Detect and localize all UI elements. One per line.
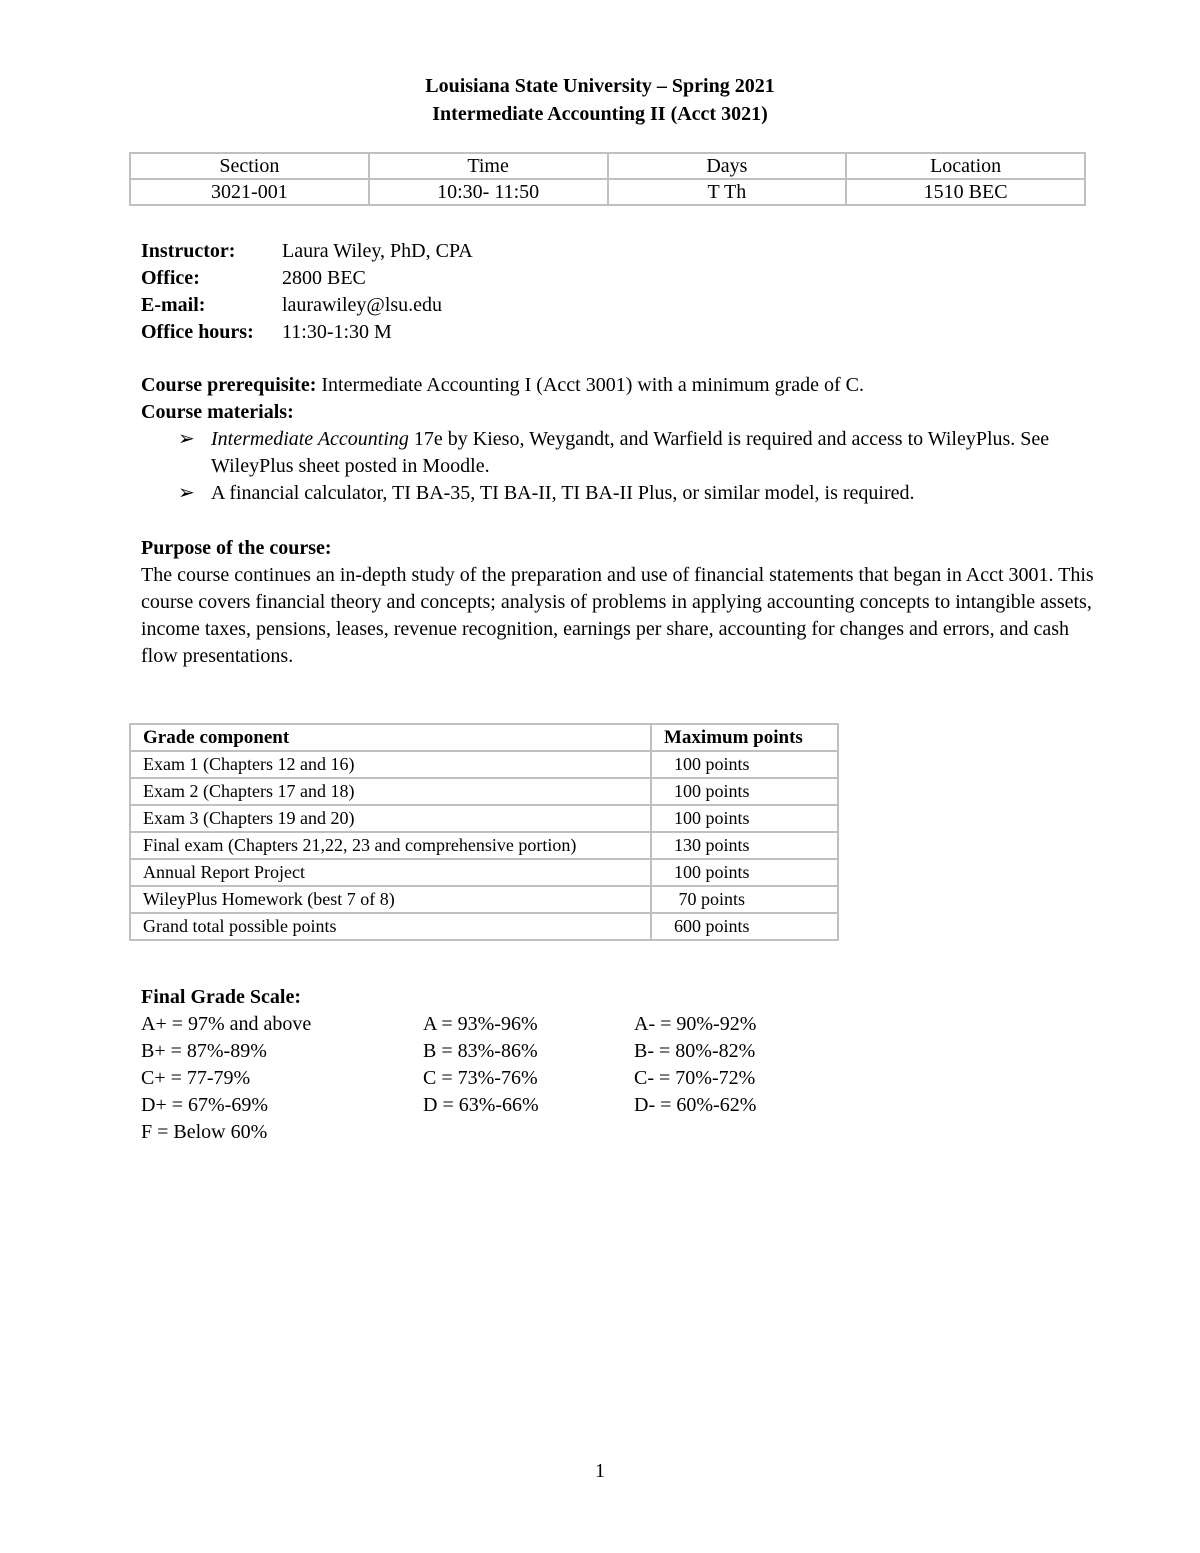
grade-points: 100 points (651, 805, 838, 832)
schedule-header-location: Location (846, 153, 1085, 179)
schedule-value-row (130, 179, 1085, 205)
grade-points: 70 points (651, 886, 838, 913)
schedule-header-section: Section (130, 153, 369, 179)
grade-row (130, 805, 838, 832)
textbook-text: 17e by Kieso, Weygandt, and Warfield is required and access to WileyPlus. See WileyPlus sheet posted in Moodle. (211, 428, 1050, 477)
office-hours-row (141, 319, 473, 346)
grade-component: Final exam (Chapters 21,22, 23 and comprehensive portion) (130, 832, 651, 859)
office-hours-value: 11:30-1:30 M (282, 321, 392, 343)
grade-row (130, 778, 838, 805)
textbook-title: Intermediate Accounting (211, 428, 409, 450)
instructor-info (141, 238, 473, 346)
grade-table (129, 723, 839, 941)
instructor-value: Laura Wiley, PhD, CPA (282, 240, 473, 262)
scale-d-plus: D+ = 67%-69% (141, 1094, 268, 1116)
schedule-header-days: Days (608, 153, 847, 179)
grade-row (130, 832, 838, 859)
grade-scale-label: Final Grade Scale: (141, 986, 301, 1008)
grade-points: 100 points (651, 778, 838, 805)
grade-header-row (130, 724, 838, 751)
purpose-label: Purpose of the course: (141, 537, 332, 559)
email-value: laurawiley@lsu.edu (282, 294, 443, 316)
scale-a-minus: A- = 90%-92% (634, 1013, 757, 1035)
purpose-section (141, 535, 1101, 670)
course-title: Intermediate Accounting II (Acct 3021) (432, 103, 768, 125)
grade-points: 100 points (651, 859, 838, 886)
grade-component: Exam 2 (Chapters 17 and 18) (130, 778, 651, 805)
calculator-text: A financial calculator, TI BA-35, TI BA-II, TI BA-II Plus, or similar model, is required. (211, 482, 915, 504)
materials-item-calculator (141, 480, 1101, 507)
grade-row (130, 886, 838, 913)
course-requirements (141, 372, 1101, 507)
scale-d-minus: D- = 60%-62% (634, 1094, 757, 1116)
grade-component-header: Grade component (130, 724, 651, 751)
scale-d: D = 63%-66% (423, 1094, 539, 1116)
grade-scale-grid (141, 1011, 834, 1146)
grade-points: 130 points (651, 832, 838, 859)
grade-component: WileyPlus Homework (best 7 of 8) (130, 886, 651, 913)
purpose-text: The course continues an in-depth study of the preparation and use of financial statements that began in Acct 3001. This course covers financial theory and concepts; analysis of problems in applying accounting concepts to intangible assets, income taxes, pensions, leases, revenue recognition, earnings per share, accounting for changes and errors, and cash flow presentations. (141, 564, 1094, 667)
email-row (141, 292, 473, 319)
materials-list (141, 426, 1101, 507)
page-number: 1 (595, 1460, 605, 1482)
office-hours-label: Office hours: (141, 321, 254, 343)
grade-row (130, 859, 838, 886)
university-title: Louisiana State University – Spring 2021 (425, 75, 775, 97)
grade-component: Grand total possible points (130, 913, 651, 940)
schedule-table (129, 152, 1086, 206)
schedule-section: 3021-001 (130, 179, 369, 205)
email-label: E-mail: (141, 294, 206, 316)
scale-c-minus: C- = 70%-72% (634, 1067, 756, 1089)
grade-total-row (130, 913, 838, 940)
schedule-days: T Th (608, 179, 847, 205)
grade-scale (141, 984, 834, 1146)
schedule-time: 10:30- 11:50 (369, 179, 608, 205)
grade-points: 100 points (651, 751, 838, 778)
grade-component: Exam 3 (Chapters 19 and 20) (130, 805, 651, 832)
scale-a: A = 93%-96% (423, 1013, 538, 1035)
scale-b-plus: B+ = 87%-89% (141, 1040, 267, 1062)
prerequisite-label: Course prerequisite: (141, 374, 317, 396)
title-block (0, 72, 1200, 128)
scale-a-plus: A+ = 97% and above (141, 1013, 312, 1035)
arrow-bullet-icon: ➢ (178, 428, 195, 450)
office-row (141, 265, 473, 292)
grade-row (130, 751, 838, 778)
grade-component: Exam 1 (Chapters 12 and 16) (130, 751, 651, 778)
scale-f: F = Below 60% (141, 1121, 268, 1143)
schedule-location: 1510 BEC (846, 179, 1085, 205)
grade-points: 600 points (651, 913, 838, 940)
materials-label: Course materials: (141, 401, 294, 423)
office-label: Office: (141, 267, 200, 289)
instructor-label: Instructor: (141, 240, 236, 262)
scale-c: C = 73%-76% (423, 1067, 538, 1089)
scale-b-minus: B- = 80%-82% (634, 1040, 756, 1062)
materials-item-textbook (141, 426, 1101, 480)
office-value: 2800 BEC (282, 267, 366, 289)
max-points-header: Maximum points (651, 724, 838, 751)
scale-c-plus: C+ = 77-79% (141, 1067, 251, 1089)
grade-component: Annual Report Project (130, 859, 651, 886)
arrow-bullet-icon: ➢ (178, 482, 195, 504)
prerequisite-line (141, 372, 1101, 399)
scale-b: B = 83%-86% (423, 1040, 538, 1062)
prerequisite-text: Intermediate Accounting I (Acct 3001) with a minimum grade of C. (316, 374, 864, 396)
instructor-row (141, 238, 473, 265)
schedule-header-time: Time (369, 153, 608, 179)
schedule-header-row (130, 153, 1085, 179)
